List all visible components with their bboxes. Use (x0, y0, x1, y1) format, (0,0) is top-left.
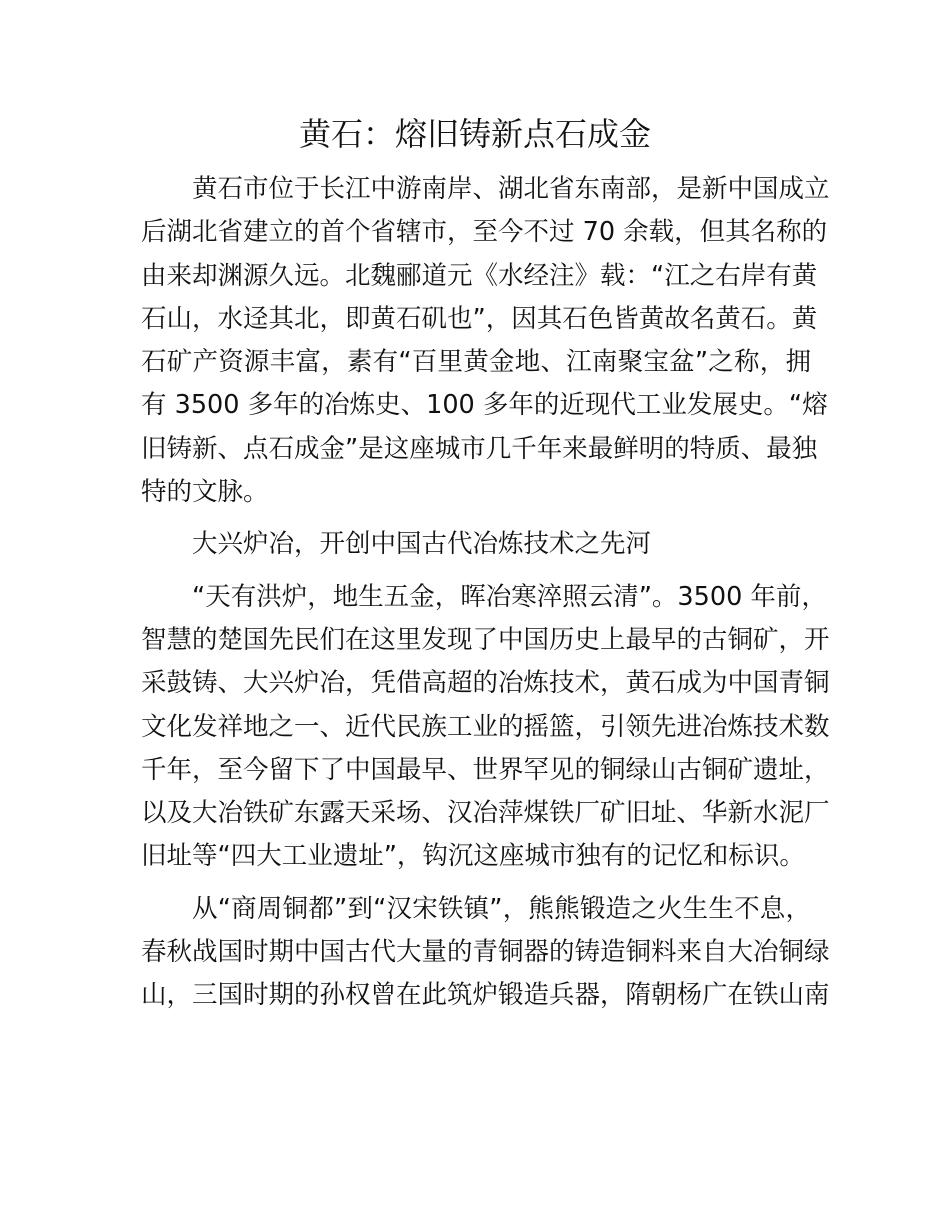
text-line: “天有洪炉，地生五金，晖冶寒淬照云清”。3500 年前， (192, 581, 827, 612)
section-heading (141, 523, 811, 566)
text-line: 从“商周铜都”到“汉宋铁镇”，熊熊锻造之火生生不息， (192, 893, 811, 924)
paragraph-history (141, 576, 830, 879)
text-line: 石矿产资源丰富，素有“百里黄金地、江南聚宝盆”之称，拥 (141, 347, 811, 378)
text-line: 山，三国时期的孙权曾在此筑炉锻造兵器，隋朝杨广在铁山南 (141, 980, 830, 1011)
text-line: 采鼓铸、大兴炉冶，凭借高超的冶炼技术，黄石成为中国青铜 (141, 668, 830, 699)
text-line: 黄石市位于长江中游南岸、湖北省东南部，是新中国成立 (192, 174, 830, 204)
text-line: 春秋战国时期中国古代大量的青铜器的铸造铜料来自大冶铜绿 (141, 937, 830, 968)
text-line: 文化发祥地之一、近代民族工业的摇篮，引领先进冶炼技术数 (141, 711, 830, 742)
text-line: 以及大冶铁矿东露天采场、汉冶萍煤铁厂矿旧址、华新水泥厂 (141, 798, 830, 829)
paragraph-intro (141, 168, 830, 514)
text-line: 智慧的楚国先民们在这里发现了中国历史上最早的古铜矿，开 (141, 624, 830, 655)
text-line: 石山，水迳其北，即黄石矶也”，因其石色皆黄故名黄石。黄 (141, 303, 818, 334)
document-title: 黄石：熔旧铸新点石成金 (298, 115, 651, 153)
paragraph-forging (141, 888, 830, 1018)
text-line: 千年，至今留下了中国最早、世界罕见的铜绿山古铜矿遗址， (141, 754, 830, 785)
text-line: 有 3500 多年的冶炼史、100 多年的近现代工业发展史。“熔 (141, 390, 828, 421)
text-line: 旧铸新、点石成金”是这座城市几千年来最鲜明的特质、最独 (141, 433, 818, 464)
text-line: 由来却渊源久远。北魏郦道元《水经注》载：“江之右岸有黄 (141, 260, 818, 291)
text-line: 旧址等“四大工业遗址”，钩沉这座城市独有的记忆和标识。 (141, 841, 805, 872)
text-line: 特的文脉。 (141, 477, 269, 508)
text-line: 后湖北省建立的首个省辖市，至今不过 70 余载，但其名称的 (141, 217, 828, 248)
document-body (141, 168, 830, 1027)
text-line: 大兴炉冶，开创中国古代冶炼技术之先河 (192, 529, 652, 560)
